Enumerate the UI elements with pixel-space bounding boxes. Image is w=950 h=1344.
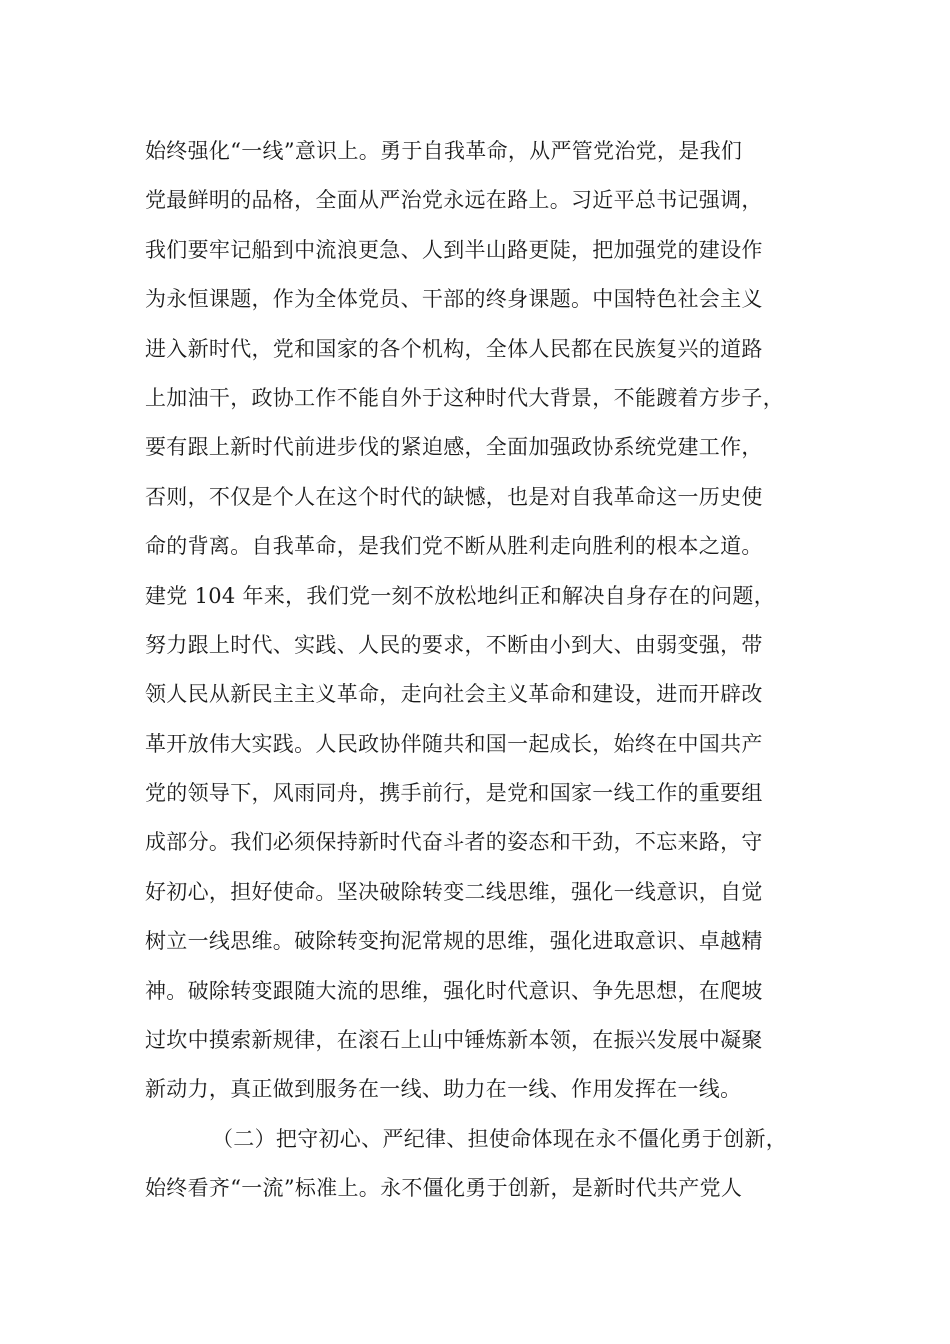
- section-heading-line: （二）把守初心、严纪律、担使命体现在永不僵化勇于创新，: [212, 1126, 788, 1151]
- text-line: 为永恒课题，作为全体党员、干部的终身课题。中国特色社会主义: [145, 287, 763, 312]
- text-line: 我们要牢记船到中流浪更急、人到半山路更陡，把加强党的建设作: [145, 237, 763, 262]
- text-line: 过坎中摸索新规律，在滚石上山中锤炼新本领，在振兴发展中凝聚: [145, 1028, 763, 1053]
- text-line: 成部分。我们必须保持新时代奋斗者的姿态和干劲，不忘来路，守: [145, 830, 763, 855]
- text-line: 新动力，真正做到服务在一线、助力在一线、作用发挥在一线。: [145, 1077, 742, 1102]
- text-line: 神。破除转变跟随大流的思维，强化时代意识、争先思想，在爬坡: [145, 978, 763, 1003]
- text-line: 命的背离。自我革命，是我们党不断从胜利走向胜利的根本之道。: [145, 534, 763, 559]
- text-line: 始终强化“一线”意识上。勇于自我革命，从严管党治党，是我们: [145, 139, 743, 163]
- text-line: 树立一线思维。破除转变拘泥常规的思维，强化进取意识、卓越精: [145, 929, 763, 954]
- text-line: 始终看齐“一流”标准上。永不僵化勇于创新，是新时代共产党人: [145, 1176, 743, 1201]
- text-line: 否则，不仅是个人在这个时代的缺憾，也是对自我革命这一历史使: [145, 484, 763, 509]
- text-line: 好初心，担好使命。坚决破除转变二线思维，强化一线意识，自觉: [145, 879, 763, 904]
- body-text: [145, 127, 835, 1214]
- text-line: 建党 104 年来，我们党一刻不放松地纠正和解决自身存在的问题，: [145, 583, 776, 608]
- text-line: 革开放伟大实践。人民政协伴随共和国一起成长，始终在中国共产: [145, 731, 763, 756]
- text-line: 努力跟上时代、实践、人民的要求，不断由小到大、由弱变强，带: [145, 632, 763, 657]
- text-line: 上加油干，政协工作不能自外于这种时代大背景，不能踱着方步子，: [145, 385, 784, 410]
- text-line: 党的领导下，风雨同舟，携手前行，是党和国家一线工作的重要组: [145, 781, 763, 806]
- text-line: 领人民从新民主主义革命，走向社会主义革命和建设，进而开辟改: [145, 682, 763, 707]
- text-line: 党最鲜明的品格，全面从严治党永远在路上。习近平总书记强调，: [145, 188, 763, 213]
- text-line: 进入新时代，党和国家的各个机构，全体人民都在民族复兴的道路: [145, 336, 763, 361]
- text-line: 要有跟上新时代前进步伐的紧迫感，全面加强政协系统党建工作，: [145, 435, 763, 460]
